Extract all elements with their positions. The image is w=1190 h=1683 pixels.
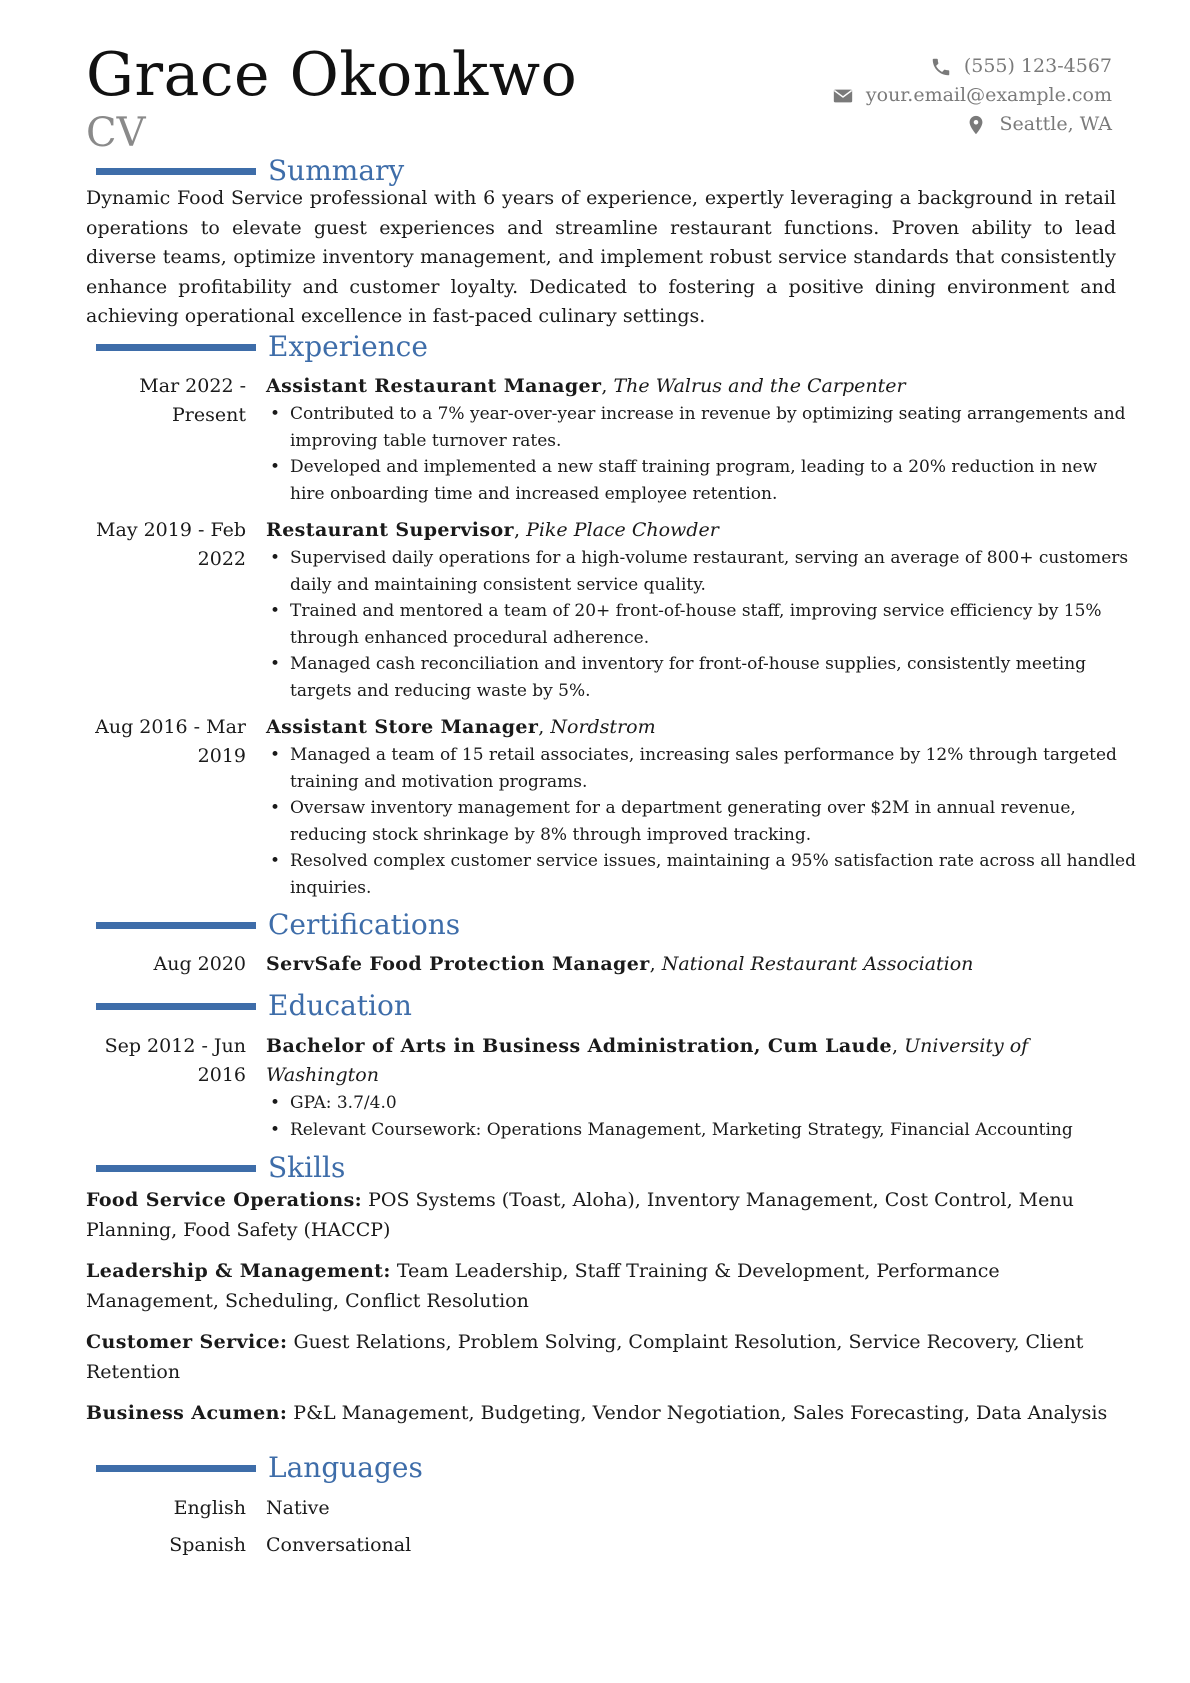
language-row	[86, 1530, 686, 1560]
skill-category: Leadership & Management:	[86, 1260, 391, 1282]
bullet-item: • Oversaw inventory management for a department generating over $2M in annual revenue, reducing stock shrinkage by 8% through improved tracking.	[266, 795, 1136, 848]
section-accent-bar	[96, 1165, 256, 1172]
section-heading-certifications	[96, 905, 460, 945]
bullet-item: • GPA: 3.7/4.0	[266, 1090, 1136, 1117]
entry-body	[266, 713, 1136, 901]
job-title: Restaurant Supervisor	[266, 519, 514, 541]
language-row	[86, 1493, 686, 1523]
job-title: Assistant Restaurant Manager	[266, 375, 602, 397]
skill-items: P&L Management, Budgeting, Vendor Negotiation, Sales Forecasting, Data Analysis	[293, 1402, 1108, 1424]
bullet-list	[266, 545, 1136, 704]
bullet-item: • Trained and mentored a team of 20+ front-of-house staff, improving service efficiency by 15% through enhanced procedural adherence.	[266, 598, 1136, 651]
entry-heading: Bachelor of Arts in Business Administration, Cum Laude, University of Washington	[266, 1035, 1029, 1086]
contact-info	[832, 52, 1112, 139]
language-level: Native	[266, 1497, 330, 1519]
bullet-item: • Supervised daily operations for a high-volume restaurant, serving an average of 800+ customers daily and maintaining consistent service quality.	[266, 545, 1136, 598]
skill-group	[86, 1399, 1116, 1429]
entry-heading: Restaurant Supervisor, Pike Place Chowder	[266, 519, 719, 541]
contact-phone	[832, 52, 1112, 81]
bullet-list	[266, 742, 1136, 901]
language-name: Spanish	[169, 1534, 246, 1556]
entry-body	[266, 516, 1136, 704]
section-heading-experience	[96, 327, 428, 367]
section-title: Languages	[268, 1451, 423, 1484]
phone-icon	[930, 56, 952, 78]
entry-body	[266, 950, 1136, 979]
skill-items: Team Leadership, Staff Training & Development, Performance Management, Scheduling, Conflict Resolution	[86, 1260, 1000, 1312]
section-title: Summary	[268, 154, 405, 187]
entry-heading: Assistant Store Manager, Nordstrom	[266, 716, 656, 738]
summary-text: Dynamic Food Service professional with 6 years of experience, expertly leveraging a background in retail operations to elevate guest experiences and streamline restaurant functions. Proven ability to lead diverse teams, optimize inventory management, and implement robust service standards that consistently enhance profitability and customer loyalty. Dedicated to fostering a positive dining environment and achieving operational excellence in fast-paced culinary settings.	[86, 187, 1116, 328]
skill-group	[86, 1257, 1116, 1316]
institution: University of Washington	[266, 1035, 1029, 1086]
certification-name: ServSafe Food Protection Manager	[266, 953, 650, 975]
entry-heading: ServSafe Food Protection Manager, National Restaurant Association	[266, 953, 974, 975]
section-accent-bar	[96, 922, 256, 929]
skill-category: Food Service Operations:	[86, 1189, 363, 1211]
bullet-item: • Resolved complex customer service issues, maintaining a 95% satisfaction rate across all handled inquiries.	[266, 848, 1136, 901]
language-name: English	[173, 1497, 246, 1519]
bullet-item: • Contributed to a 7% year-over-year increase in revenue by optimizing seating arrangements and improving table turnover rates.	[266, 401, 1136, 454]
skill-category: Business Acumen:	[86, 1402, 288, 1424]
section-accent-bar	[96, 168, 256, 175]
entry-body	[266, 372, 1136, 507]
entry-body	[266, 1032, 1136, 1143]
person-name: Grace Okonkwo	[86, 40, 578, 110]
section-heading-skills	[96, 1148, 345, 1188]
entry-date: Sep 2012 - Jun 2016	[104, 1035, 246, 1086]
entry-date: Mar 2022 - Present	[139, 375, 246, 426]
language-level: Conversational	[266, 1534, 412, 1556]
document-subtitle: CV	[86, 110, 146, 156]
section-accent-bar	[96, 1003, 256, 1010]
section-title: Experience	[268, 330, 428, 363]
section-title: Education	[268, 989, 412, 1022]
job-title: Assistant Store Manager	[266, 716, 539, 738]
contact-location	[832, 110, 1112, 139]
entry-date: Aug 2016 - Mar 2019	[95, 716, 246, 767]
bullet-list	[266, 1090, 1136, 1143]
bullet-item: • Relevant Coursework: Operations Management, Marketing Strategy, Financial Accounting	[266, 1117, 1136, 1144]
bullet-list	[266, 401, 1136, 507]
issuer: National Restaurant Association	[661, 953, 974, 975]
skill-items: POS Systems (Toast, Aloha), Inventory Management, Cost Control, Menu Planning, Food Safety (HACCP)	[86, 1189, 1074, 1241]
skill-group	[86, 1328, 1116, 1387]
section-accent-bar	[96, 1465, 256, 1472]
section-title: Skills	[268, 1151, 346, 1184]
bullet-item: • Managed cash reconciliation and inventory for front-of-house supplies, consistently meeting targets and reducing waste by 5%.	[266, 651, 1136, 704]
employer: The Walrus and the Carpenter	[613, 375, 906, 397]
envelope-icon	[832, 85, 854, 107]
employer: Pike Place Chowder	[526, 519, 719, 541]
skills-list	[86, 1186, 1116, 1441]
degree: Bachelor of Arts in Business Administration, Cum Laude	[266, 1035, 893, 1057]
bullet-item: • Managed a team of 15 retail associates, increasing sales performance by 12% through targeted training and motivation programs.	[266, 742, 1136, 795]
location-text: Seattle, WA	[999, 113, 1112, 135]
employer: Nordstrom	[550, 716, 656, 738]
map-marker-icon	[965, 114, 987, 136]
entry-date: May 2019 - Feb 2022	[96, 519, 246, 570]
entry-heading: Assistant Restaurant Manager, The Walrus and the Carpenter	[266, 375, 906, 397]
phone-text: (555) 123-4567	[963, 55, 1112, 77]
section-title: Certifications	[268, 908, 461, 941]
skill-items: Guest Relations, Problem Solving, Complaint Resolution, Service Recovery, Client Retention	[86, 1331, 1084, 1383]
section-heading-languages	[96, 1448, 423, 1488]
bullet-item: • Developed and implemented a new staff training program, leading to a 20% reduction in new hire onboarding time and increased employee retention.	[266, 454, 1136, 507]
section-heading-education	[96, 986, 412, 1026]
email-text[interactable]: your.email@example.com	[865, 84, 1112, 106]
skill-group	[86, 1186, 1116, 1245]
section-accent-bar	[96, 344, 256, 351]
entry-date: Aug 2020	[153, 953, 246, 975]
contact-email[interactable]	[832, 81, 1112, 110]
skill-category: Customer Service:	[86, 1331, 288, 1353]
